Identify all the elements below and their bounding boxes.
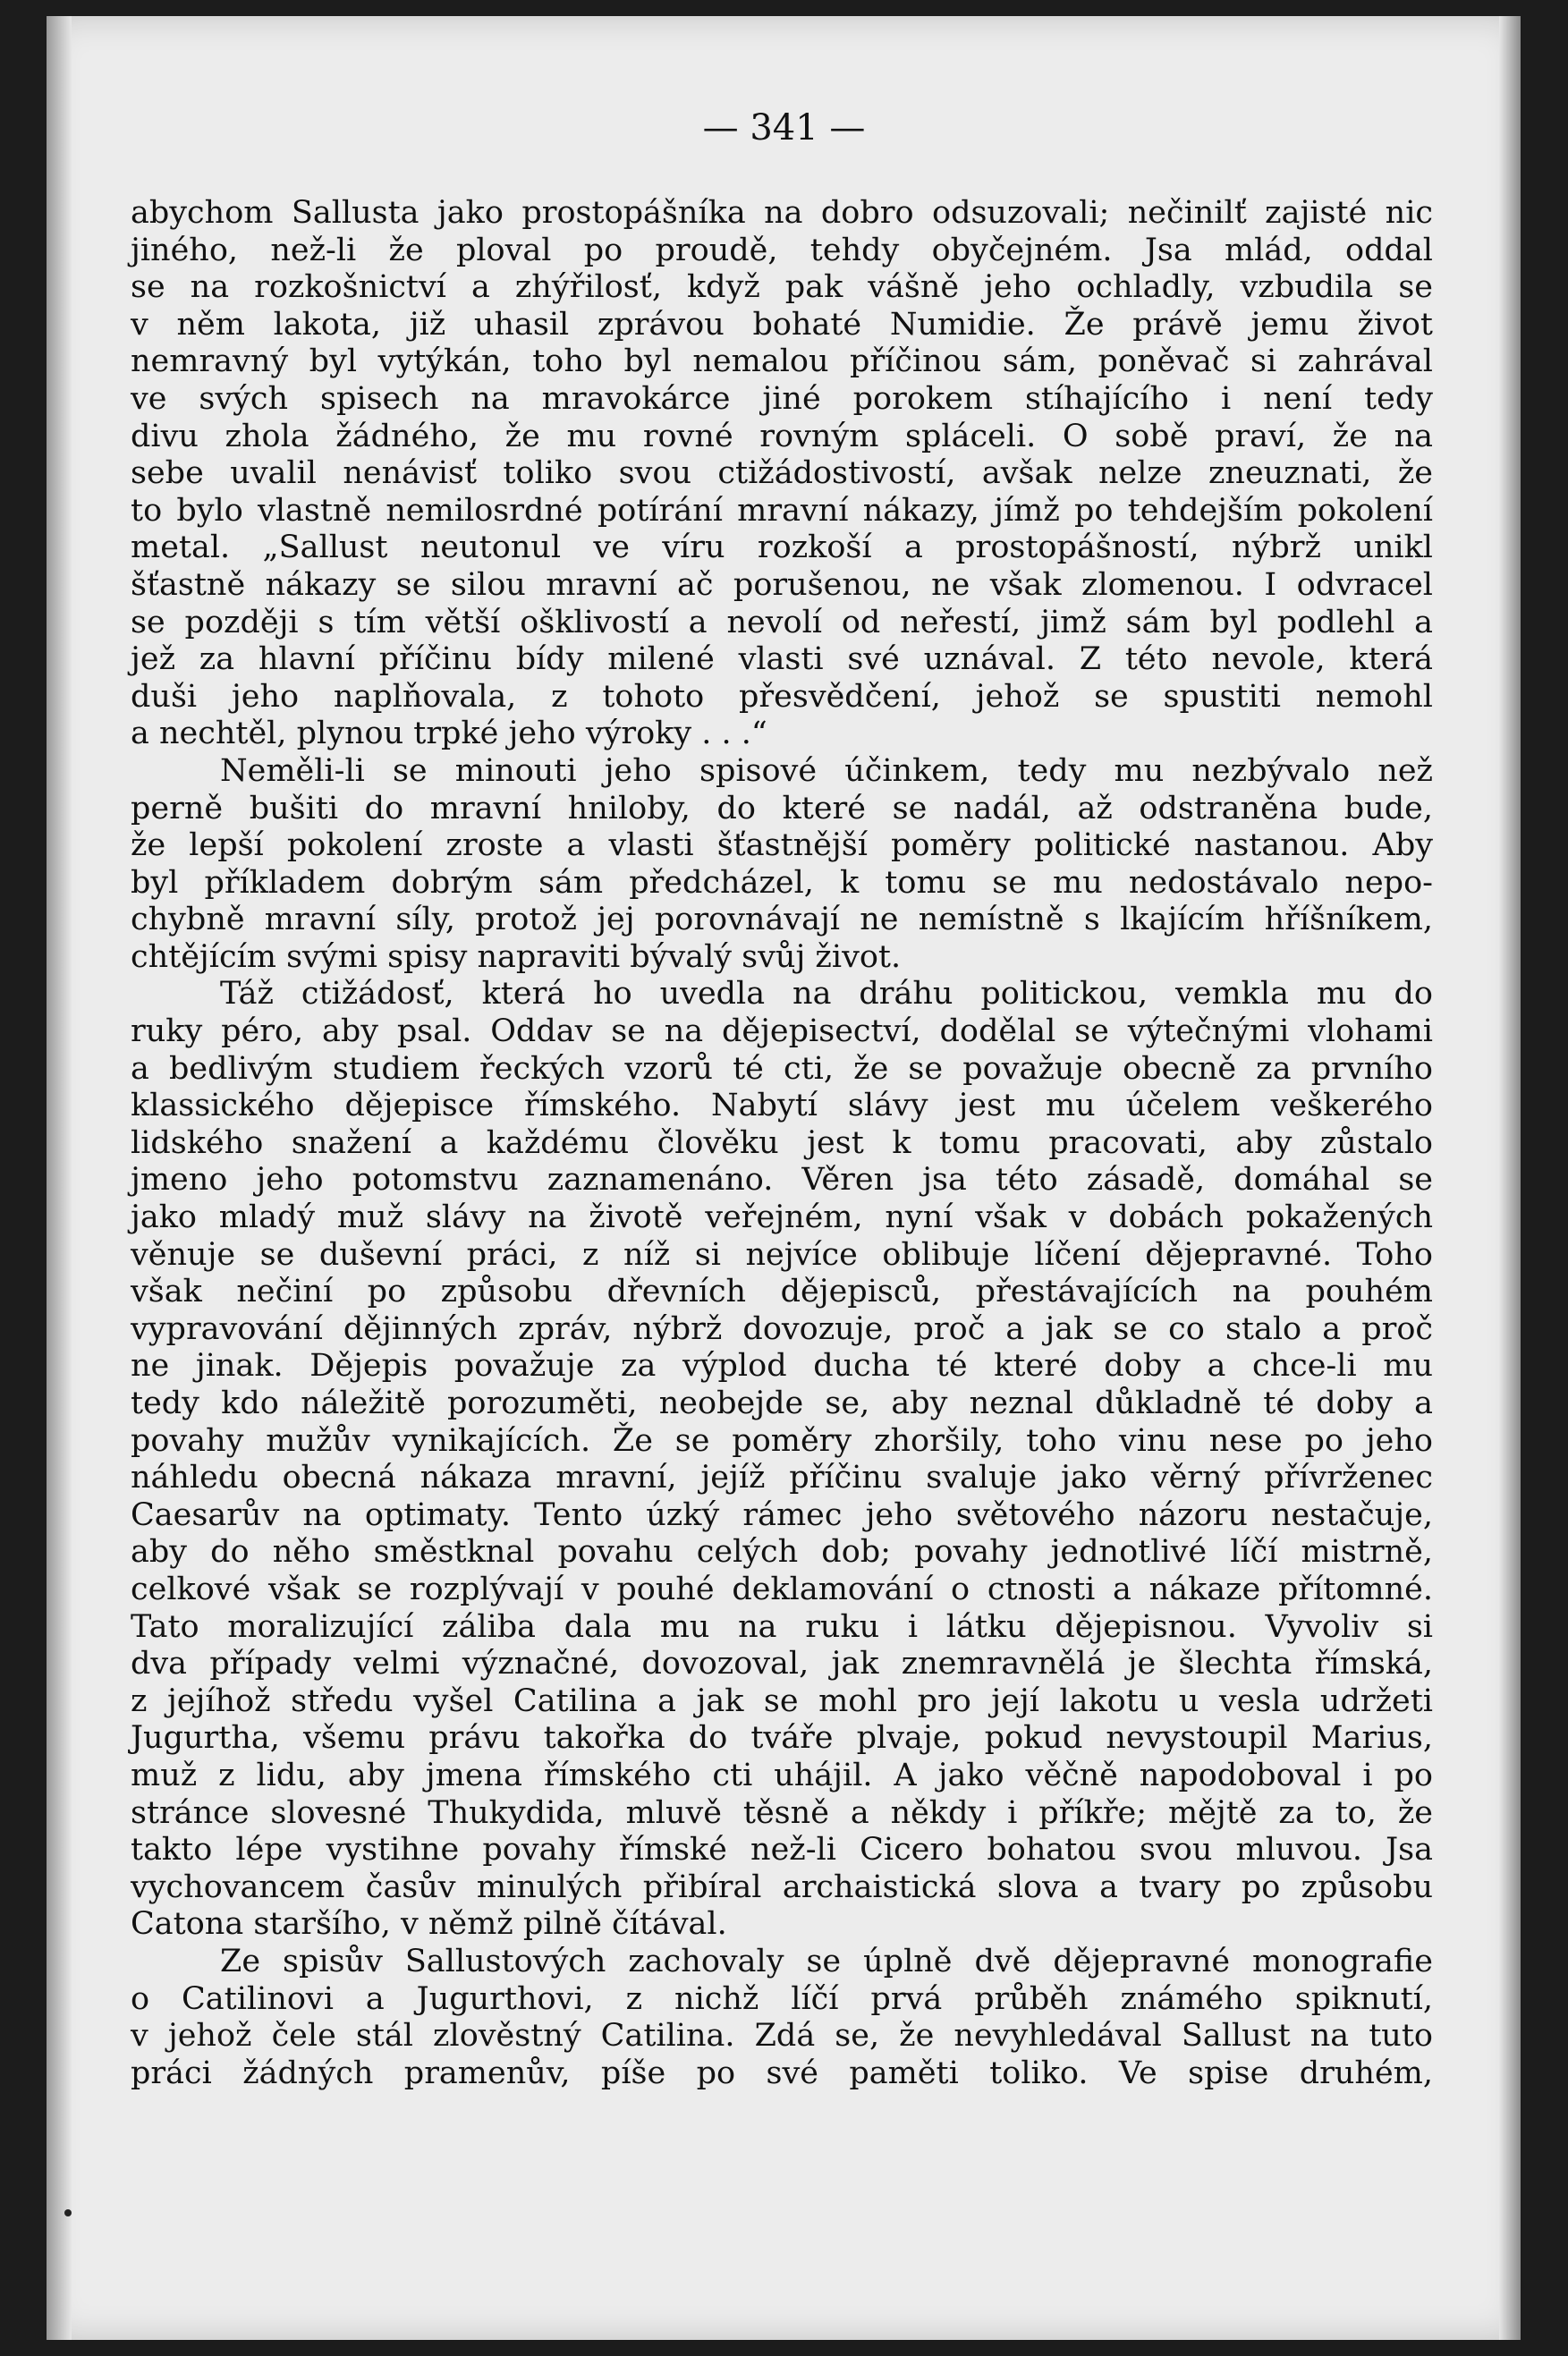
text-line: celkové však se rozplývají v pouhé deklamování o ctnosti a nákaze přítomné. — [131, 1571, 1433, 1607]
text-line: tedy kdo náležitě porozuměti, neobejde se, aby neznal důkladně té doby a — [131, 1386, 1433, 1421]
text-line: Catona staršího, v němž pilně čítával. — [131, 1906, 727, 1943]
body-text — [131, 195, 1433, 2092]
text-line: duši jeho naplňovala, z tohoto přesvědčení, jehož se spustiti nemohl — [131, 678, 1433, 715]
text-line-with-italic-title: o Catilinovi a Jugurthovi, z nichž líčí prvá průběh známého spiknutí, — [131, 1980, 1433, 2017]
text-line: ruky péro, aby psal. Oddav se na dějepisectví, dodělal se výtečnými vlohami — [131, 1013, 1433, 1050]
text-line: se později s tím větší ošklivostí a nevolí od neřestí, jimž sám byl podlehl a — [131, 604, 1433, 640]
text-line: to bylo vlastně nemilosrdné potírání mravní nákazy, jímž po tehdejším pokolení — [131, 492, 1433, 529]
text-line: Neměli-li se minouti jeho spisové účinkem, tedy mu nezbývalo než — [220, 752, 1433, 789]
text-line: klassického dějepisce římského. Nabytí slávy jest mu účelem veškerého — [131, 1088, 1433, 1124]
text-line: věnuje se duševní práci, z níž si nejvíce oblibuje líčení dějepravné. Toho — [131, 1236, 1433, 1273]
text-line: aby do něho směstknal povahu celých dob; povahy jednotlivé líčí mistrně, — [131, 1534, 1433, 1571]
text-line: Ze spisův Sallustových zachovaly se úplně dvě dějepravné monografie — [220, 1943, 1433, 1979]
text-line: metal. „Sallust neutonul ve víru rozkoší a prostopášností, nýbrž unikl — [131, 530, 1433, 566]
text-line: práci žádných pramenův, píše po své paměti toliko. Ve spise druhém, — [131, 2055, 1433, 2091]
text-line: lidského snažení a každému člověku jest k tomu pracovati, aby zůstalo — [131, 1124, 1433, 1161]
text-line: stránce slovesné Thukydida, mluvě těsně a někdy i příkře; mějtě za to, že — [131, 1794, 1433, 1831]
text-line: divu zhola žádného, že mu rovné rovným spláceli. O sobě praví, že na — [131, 418, 1433, 454]
text-line: takto lépe vystihne povahy římské než-li Cicero bohatou svou mluvou. Jsa — [131, 1832, 1433, 1869]
text-line: z jejíhož středu vyšel Catilina a jak se mohl pro její lakotu u vesla udržeti — [131, 1682, 1433, 1719]
text-line: jiného, než-li že ploval po proudě, tehdy obyčejném. Jsa mlád, oddal — [131, 232, 1433, 268]
margin-dot-mark — [64, 2209, 72, 2216]
text-line: dva případy velmi význačné, dovozoval, jak znemravnělá je šlechta římská, — [131, 1646, 1433, 1682]
text-line: jako mladý muž slávy na životě veřejném, nyní však v dobách pokažených — [131, 1199, 1433, 1236]
text-line: Jugurtha, všemu právu takořka do tváře plvaje, pokud nevystoupil Marius, — [131, 1720, 1433, 1757]
text-line: chybně mravní síly, protož jej porovnávají ne nemístně s lkajícím hříšníkem, — [131, 902, 1433, 938]
text-line: abychom Sallusta jako prostopášníka na dobro odsuzovali; nečinilť zajisté nic — [131, 195, 1433, 231]
text-line: sebe uvalil nenávisť toliko svou ctižádostivostí, avšak nelze zneuznati, že — [131, 455, 1433, 492]
text-line: v jehož čele stál zlověstný Catilina. Zdá se, že nevyhledával Sallust na tuto — [131, 2018, 1433, 2055]
text-line: byl příkladem dobrým sám předcházel, k tomu se mu nedostávalo nepo- — [131, 864, 1433, 901]
text-line: vypravování dějinných zpráv, nýbrž dovozuje, proč a jak se co stalo a proč — [131, 1310, 1433, 1347]
text-line: se na rozkošnictví a zhýřilosť, když pak vášně jeho ochladly, vzbudila se — [131, 269, 1433, 306]
text-line: šťastně nákazy se silou mravní ač porušenou, ne však zlomenou. I odvracel — [131, 566, 1433, 603]
text-line: Táž ctižádosť, která ho uvedla na dráhu politickou, vemkla mu do — [220, 976, 1433, 1013]
text-line: v něm lakota, již uhasil zprávou bohaté Numidie. Že právě jemu život — [131, 306, 1433, 343]
text-line: jež za hlavní příčinu bídy milené vlasti své uznával. Z této nevole, která — [131, 641, 1433, 678]
text-line: povahy mužův vynikajících. Že se poměry zhoršily, toho vinu nese po jeho — [131, 1422, 1433, 1459]
page-right-shadow — [1499, 16, 1521, 2340]
text-line: náhledu obecná nákaza mravní, jejíž příčinu svaluje jako věrný přívrženec — [131, 1460, 1433, 1496]
text-line: a nechtěl, plynou trpké jeho výroky . . .“ — [131, 716, 767, 752]
text-line: Caesarův na optimaty. Tento úzký rámec jeho světového názoru nestačuje, — [131, 1496, 1433, 1533]
page-number: — 341 — — [702, 107, 866, 148]
text-line: chtějícím svými spisy napraviti bývalý svůj život. — [131, 938, 902, 975]
text-line: že lepší pokolení zroste a vlasti šťastnější poměry politické nastanou. Aby — [131, 827, 1433, 864]
text-line: muž z lidu, aby jmena římského cti uhájil. A jako věčně napodoboval i po — [131, 1757, 1433, 1793]
text-line: perně bušiti do mravní hniloby, do které se nadál, až odstraněna bude, — [131, 790, 1433, 826]
text-line: však nečiní po způsobu dřevních dějepisců, přestávajících na pouhém — [131, 1274, 1433, 1310]
page-left-shadow — [47, 16, 72, 2340]
text-line: a bedlivým studiem řeckých vzorů té cti, že se považuje obecně za prvního — [131, 1050, 1433, 1087]
text-line: nemravný byl vytýkán, toho byl nemalou příčinou sám, poněvač si zahrával — [131, 343, 1433, 380]
text-line: jmeno jeho potomstvu zaznamenáno. Věren jsa této zásadě, domáhal se — [131, 1162, 1433, 1199]
text-line: vychovancem časův minulých přibíral archaistická slova a tvary po způsobu — [131, 1869, 1433, 1905]
text-line: Tato moralizující záliba dala mu na ruku i látku dějepisnou. Vyvoliv si — [131, 1608, 1433, 1645]
text-line: ne jinak. Dějepis považuje za výplod ducha té které doby a chce-li mu — [131, 1348, 1433, 1385]
text-line: ve svých spisech na mravokárce jiné porokem stíhajícího i není tedy — [131, 380, 1433, 417]
